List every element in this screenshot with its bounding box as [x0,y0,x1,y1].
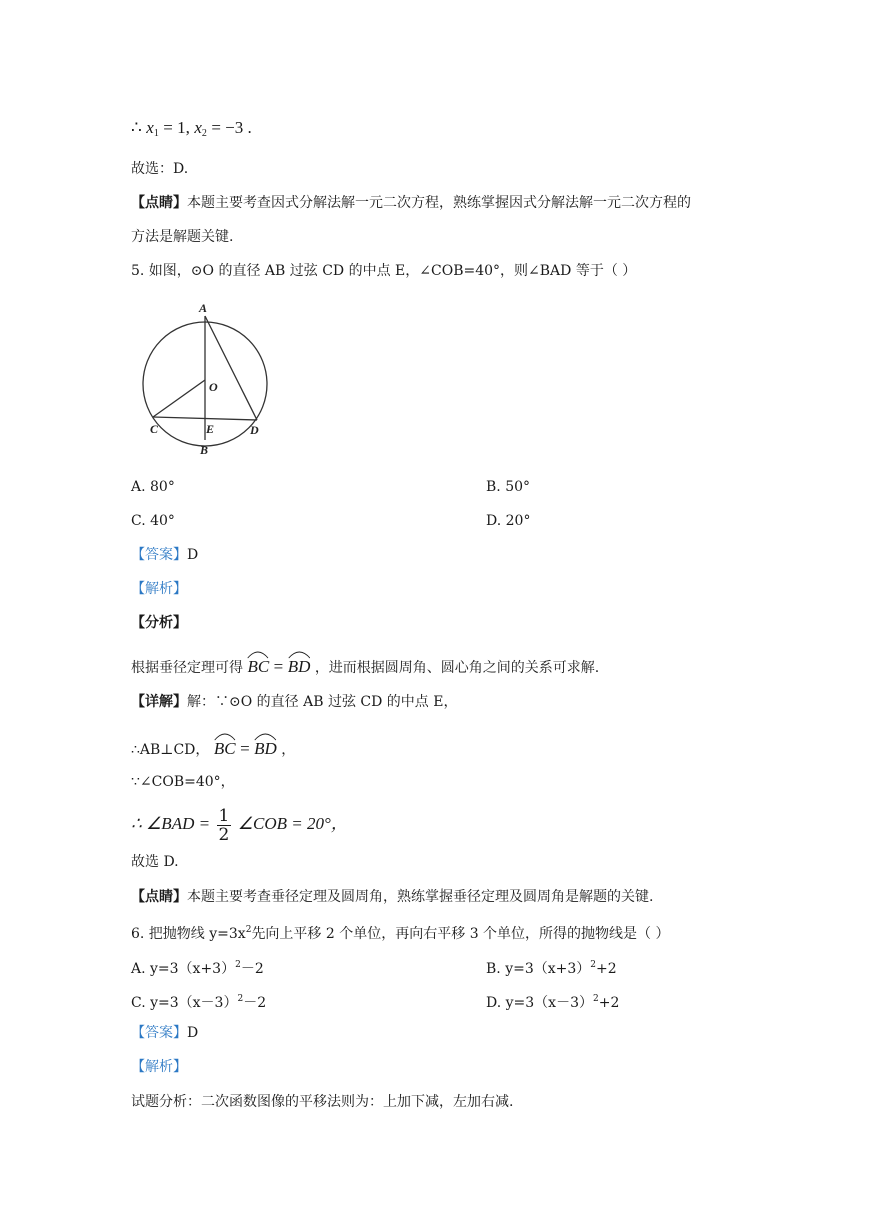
q6-option-c: C. $y=3(x-3)^2-2$ [131,994,267,1011]
q5-choose: 故选 D. [131,854,179,870]
q6-explain-tag: 【解析】 [131,1059,187,1075]
label-C: C [150,422,159,436]
q6-option-a: A. $y=3(x+3)^2-2$ [131,960,264,977]
fraction-one-half: $\frac{1}{2}$ [218,805,230,845]
q5-analysis-tag: 【分析】 [131,615,187,631]
roots-line: ∴ $x_1 = 1$, $x_2 = -3$ . [131,118,252,139]
q5-step2: ∴AB⊥CD， BC = BD ， [131,733,295,760]
prev-comment-line1: 【点睛】本题主要考查因式分解法解一元二次方程，熟练掌握因式分解法解一元二次方程的 [131,195,691,211]
prev-choose: 故选：D. [131,161,189,177]
q5-detail: 【详解】解：∵⊙O 的直径 AB 过弦 CD 的中点 E， [131,694,458,710]
answer-tag: 【答案】 [131,547,187,563]
prev-comment-line2: 方法是解题关键. [131,229,234,245]
label-A: A [199,301,208,315]
arc-bd-2: BD [254,733,277,759]
q6-stem: 6. 把抛物线 $y=3x^2$先向上平移 2 个单位，再向右平移 3 个单位，所得的抛物线是（ ） [131,925,670,942]
arc-bd: BD [288,651,311,677]
q5-option-c: C. 40° [131,513,175,529]
q6-option-d: D. $y=3(x-3)^2+2$ [486,994,620,1011]
q6-answer: 【答案】D [131,1025,199,1041]
label-O: O [209,380,218,394]
q5-step4: ∴ ∠BAD = $\frac{1}{2}$ ∠COB = 20°， [131,805,348,845]
circle-geometry-figure [136,300,276,460]
label-D: D [250,423,259,437]
q5-option-d: D. 20° [486,513,531,529]
q5-analysis: 根据垂径定理可得 BC = BD ，进而根据圆周角、圆心角之间的关系可求解. [131,651,599,678]
arc-bc-2: BC [214,733,236,759]
q5-step3: ∵∠COB=40°， [131,774,235,790]
label-B: B [200,443,209,457]
q5-option-a: A. 80° [131,479,175,495]
q6-analysis: 试题分析：二次函数图像的平移法则为：上加下减，左加右减. [131,1094,514,1110]
arc-bc: BC [247,651,269,677]
q5-explain-tag: 【解析】 [131,581,187,597]
label-E: E [206,422,215,436]
q5-comment: 【点睛】本题主要考查垂径定理及圆周角，熟练掌握垂径定理及圆周角是解题的关键. [131,889,654,905]
q5-answer: 【答案】D [131,547,199,563]
q5-option-b: B. 50° [486,479,531,495]
q6-option-b: B. $y=3(x+3)^2+2$ [486,960,617,977]
comment-tag: 【点睛】 [131,195,187,211]
therefore-symbol: ∴ [131,118,142,137]
q5-stem: 5. 如图，⊙O 的直径 AB 过弦 CD 的中点 E，∠COB=40°，则∠BAD 等于（ ） [131,263,637,279]
